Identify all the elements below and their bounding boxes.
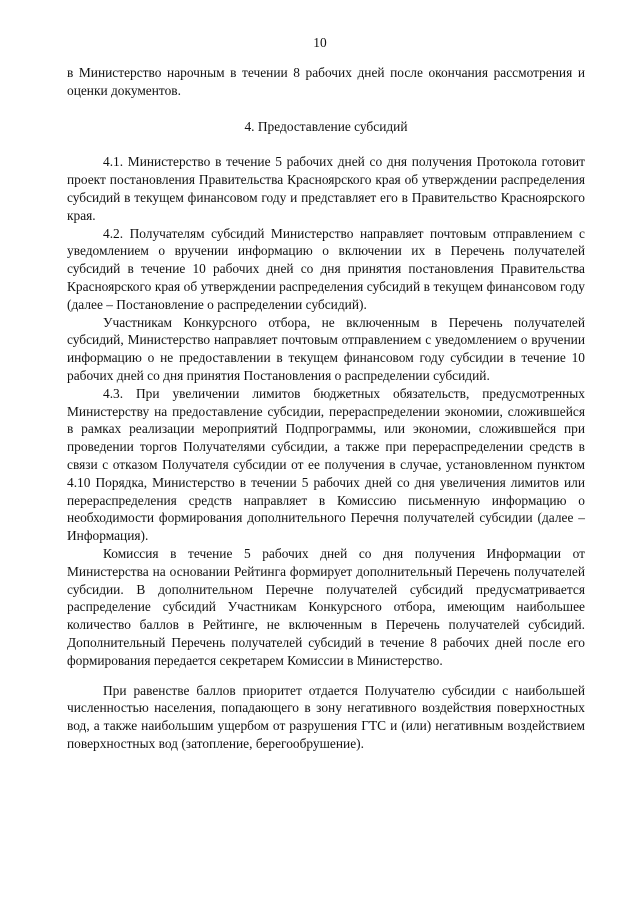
paragraph-4-1: 4.1. Министерство в течение 5 рабочих дней со дня получения Протокола готовит проект постановления Правительства Красноярского края об утверждении распределения субсидий в текущем финансовом году и представляет его в Правительство Красноярского края. [67,154,585,223]
document-body [67,64,585,753]
section-heading: 4. Предоставление субсидий [244,118,408,134]
paragraph-4-2-participants: Участникам Конкурсного отбора, не включенным в Перечень получателей субсидий, Министерство направляет почтовым отправлением с уведомлением о вручении информацию о не предоставлении в текущем финансовом году субсидии в течение 10 рабочих дней со дня принятия Постановления о распределении субсидий. [67,314,585,383]
paragraph-4-3-priority: При равенстве баллов приоритет отдается Получателю субсидии с наибольшей численностью населения, попадающего в зону негативного воздействия поверхностных вод, а также наибольшим ущербом от разрушения ГТС и (или) негативным воздействием поверхностных вод (затопление, берегообрушение). [67,682,585,751]
paragraph-continuation: в Министерство нарочным в течении 8 рабочих дней после окончания рассмотрения и оценки документов. [67,65,585,98]
paragraph-4-3-commission: Комиссия в течение 5 рабочих дней со дня получения Информации от Министерства на основании Рейтинга формирует дополнительный Перечень получателей субсидии. В дополнительном Перечне получателей субсидий предусматривается распределение субсидий Участникам Конкурсного отбора, имеющим наибольшее количество баллов в Рейтинге, не включенным в Перечень получателей субсидий. Дополнительный Перечень получателей субсидий в течение 8 рабочих дней после его формирования передается секретарем Комиссии в Министерство. [67,545,585,668]
paragraph-4-3: 4.3. При увеличении лимитов бюджетных обязательств, предусмотренных Министерству на предоставление субсидии, перераспределении экономии, сложившейся в рамках реализации мероприятий Подпрограммы, или экономии, сложившейся при проведении торгов Получателями субсидии, а также при перераспределении средств в связи с отказом Получателя субсидии от ее получения в случае, установленном пунктом 4.10 Порядка, Министерство в течении 5 рабочих дней со дня увеличения лимитов или перераспределения средств направляет в Комиссию письменную информацию о необходимости формирования дополнительного Перечня получателей субсидии (далее – Информация). [67,385,585,544]
paragraph-4-2: 4.2. Получателям субсидий Министерство направляет почтовым отправлением с уведомлением о вручении информацию о включении их в Перечень получателей субсидий в течение 10 рабочих дней со дня принятия постановления Правительства Красноярского края об утверждении распределения субсидий в текущем финансовом году (далее – Постановление о распределении субсидий). [67,225,585,312]
page-number: 10 [313,35,327,50]
